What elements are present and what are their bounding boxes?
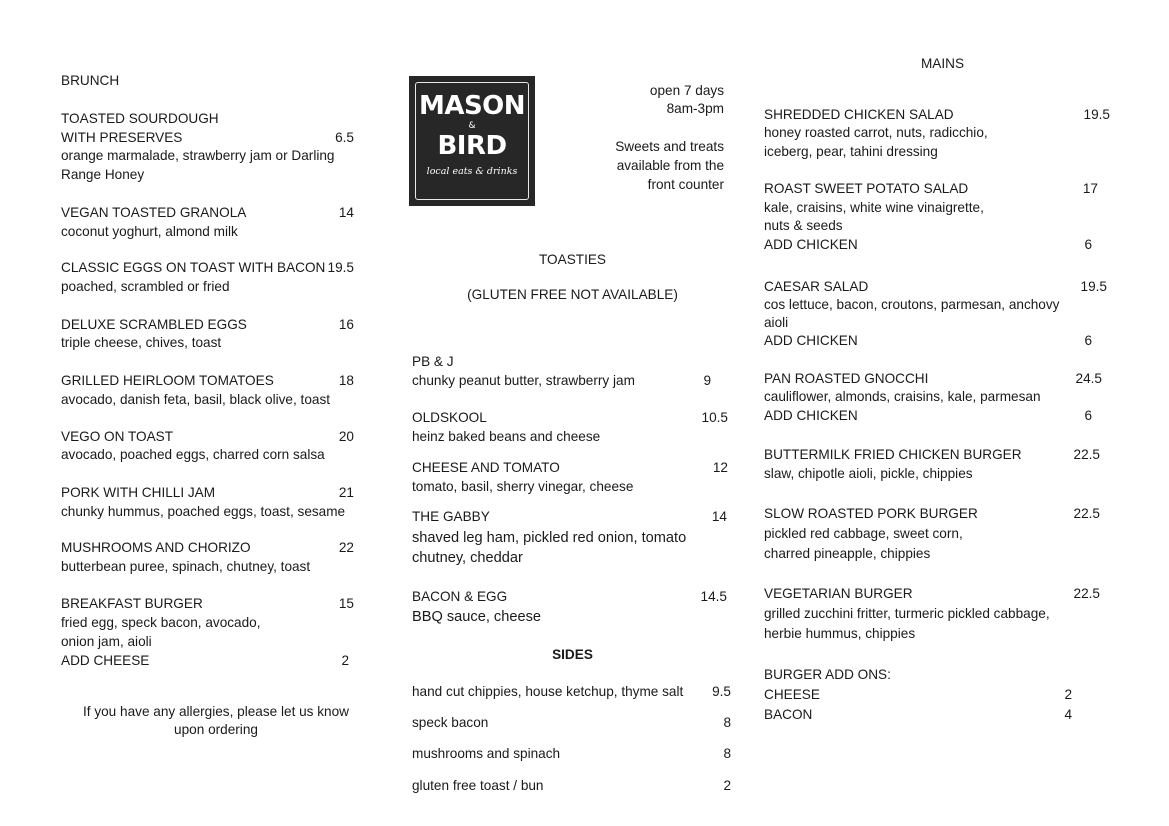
menu-item-price: 18 (338, 373, 354, 388)
opening-hours: 8am-3pm (666, 101, 724, 116)
menu-item-name: DELUXE SCRAMBLED EGGS (61, 317, 247, 332)
side-item-name: mushrooms and spinach (412, 746, 561, 761)
side-item-name: hand cut chippies, house ketchup, thyme salt (412, 684, 684, 699)
menu-item-name: TOASTED SOURDOUGH (61, 111, 219, 126)
menu-item-desc: aioli (764, 315, 789, 330)
menu-item-name: THE GABBY (412, 509, 490, 524)
menu-item-name: CLASSIC EGGS ON TOAST WITH BACON (61, 260, 326, 275)
mains-heading: MAINS (920, 56, 965, 71)
menu-item-price: 14 (338, 205, 354, 220)
menu-item-price: 22 (338, 540, 354, 555)
menu-item-name: GRILLED HEIRLOOM TOMATOES (61, 373, 274, 388)
menu-item-price: 6.5 (335, 130, 354, 145)
sides-heading: SIDES (552, 647, 593, 662)
info-note: front counter (647, 177, 724, 192)
menu-item-name: PB & J (412, 354, 454, 369)
menu-item-desc: avocado, poached eggs, charred corn salsa (61, 447, 325, 462)
menu-item-name: CAESAR SALAD (764, 279, 869, 294)
menu-item-price: 19.5 (1083, 107, 1110, 122)
menu-item-name: BREAKFAST BURGER (61, 596, 203, 611)
addon-name: ADD CHICKEN (764, 237, 858, 252)
menu-item-price: 20 (338, 429, 354, 444)
menu-item-desc: chutney, cheddar (412, 550, 523, 566)
logo-wordmark-top: MASON (418, 91, 526, 121)
menu-item-desc: triple cheese, chives, toast (61, 335, 222, 350)
menu-item-desc: tomato, basil, sherry vinegar, cheese (412, 479, 634, 494)
addon-price: 6 (1084, 408, 1092, 423)
addon-name: ADD CHICKEN (764, 408, 858, 423)
menu-item-price: 19.5 (327, 260, 354, 275)
menu-item-name: OLDSKOOL (412, 410, 487, 425)
menu-item-price: 14 (711, 509, 727, 524)
addon-price: 2 (1064, 687, 1072, 702)
menu-item-desc: charred pineapple, chippies (764, 546, 931, 561)
logo-wordmark-bottom: BIRD (437, 131, 507, 161)
addon-name: ADD CHEESE (61, 653, 150, 668)
menu-item-name: WITH PRESERVES (61, 130, 183, 145)
menu-item-price: 19.5 (1080, 279, 1107, 294)
menu-item-desc: kale, craisins, white wine vinaigrette, (764, 200, 984, 215)
menu-item-name: BACON & EGG (412, 589, 508, 604)
menu-item-name: PAN ROASTED GNOCCHI (764, 371, 929, 386)
menu-item-name: VEGAN TOASTED GRANOLA (61, 205, 247, 220)
info-note: available from the (616, 158, 724, 173)
toasties-heading: TOASTIES (539, 252, 606, 267)
menu-item-desc: coconut yoghurt, almond milk (61, 224, 238, 239)
addon-name: CHEESE (764, 687, 820, 702)
side-item-name: speck bacon (412, 715, 489, 730)
menu-item-desc: avocado, danish feta, basil, black olive, toast (61, 392, 331, 407)
menu-item-desc: chunky peanut butter, strawberry jam (412, 373, 635, 388)
side-item-price: 2 (723, 778, 731, 793)
menu-item-price: 21 (338, 485, 354, 500)
menu-item-desc: heinz baked beans and cheese (412, 429, 601, 444)
menu-item-desc: butterbean puree, spinach, chutney, toast (61, 559, 311, 574)
menu-item-desc: shaved leg ham, pickled red onion, tomato (412, 530, 687, 546)
menu-item-desc: fried egg, speck bacon, avocado, (61, 615, 261, 630)
menu-item-name: CHEESE AND TOMATO (412, 460, 560, 475)
mason-and-bird-logo (409, 76, 535, 206)
logo-ampersand: & (468, 121, 476, 131)
side-item-name: gluten free toast / bun (412, 778, 544, 793)
toasties-subheading: (GLUTEN FREE NOT AVAILABLE) (467, 287, 678, 302)
menu-item-desc: poached, scrambled or fried (61, 279, 230, 294)
menu-item-name: VEGETARIAN BURGER (764, 586, 913, 601)
menu-item-name: PORK WITH CHILLI JAM (61, 485, 216, 500)
menu-item-price: 22.5 (1073, 506, 1100, 521)
addon-name: ADD CHICKEN (764, 333, 858, 348)
menu-item-desc: onion jam, aioli (61, 634, 152, 649)
menu-item-name: MUSHROOMS AND CHORIZO (61, 540, 251, 555)
burger-addons-heading: BURGER ADD ONS: (764, 667, 891, 682)
menu-item-desc: slaw, chipotle aioli, pickle, chippies (764, 466, 973, 481)
menu-item-price: 22.5 (1073, 447, 1100, 462)
menu-item-desc: herbie hummus, chippies (764, 626, 916, 641)
menu-item-desc: BBQ sauce, cheese (412, 609, 541, 625)
menu-item-price: 17 (1082, 181, 1098, 196)
addon-price: 4 (1064, 707, 1072, 722)
menu-item-price: 14.5 (700, 589, 727, 604)
menu-item-name: VEGO ON TOAST (61, 429, 174, 444)
menu-item-name: SHREDDED CHICKEN SALAD (764, 107, 954, 122)
addon-name: BACON (764, 707, 813, 722)
side-item-price: 8 (723, 746, 731, 761)
menu-item-price: 12 (712, 460, 728, 475)
menu-item-desc: grilled zucchini fritter, turmeric pickled cabbage, (764, 606, 1050, 621)
addon-price: 2 (341, 653, 349, 668)
menu-item-price: 24.5 (1075, 371, 1102, 386)
menu-item-desc: pickled red cabbage, sweet corn, (764, 526, 963, 541)
allergy-note: If you have any allergies, please let us know (83, 704, 349, 719)
logo-tagline: local eats & drinks (426, 166, 518, 177)
menu-item-price: 9 (703, 373, 711, 388)
menu-item-desc: iceberg, pear, tahini dressing (764, 144, 938, 159)
side-item-price: 8 (723, 715, 731, 730)
menu-item-desc: cauliflower, almonds, craisins, kale, parmesan (764, 389, 1041, 404)
menu-item-name: ROAST SWEET POTATO SALAD (764, 181, 969, 196)
addon-price: 6 (1084, 237, 1092, 252)
allergy-note: upon ordering (174, 722, 258, 737)
menu-item-name: BUTTERMILK FRIED CHICKEN BURGER (764, 447, 1022, 462)
menu-item-desc: chunky hummus, poached eggs, toast, sesame (61, 504, 346, 519)
menu-item-price: 10.5 (701, 410, 728, 425)
menu-item-price: 22.5 (1073, 586, 1100, 601)
opening-hours: open 7 days (649, 83, 724, 98)
menu-item-name: SLOW ROASTED PORK BURGER (764, 506, 978, 521)
menu-item-desc: orange marmalade, strawberry jam or Darling (61, 148, 335, 163)
menu-item-desc: nuts & seeds (764, 218, 843, 233)
menu-item-price: 15 (338, 596, 354, 611)
info-note: Sweets and treats (615, 139, 724, 154)
brunch-heading: BRUNCH (61, 73, 120, 88)
menu-item-desc: honey roasted carrot, nuts, radicchio, (764, 125, 988, 140)
menu-item-desc: Range Honey (61, 167, 145, 182)
menu-item-desc: cos lettuce, bacon, croutons, parmesan, anchovy (764, 297, 1060, 312)
addon-price: 6 (1084, 333, 1092, 348)
side-item-price: 9.5 (712, 684, 731, 699)
menu-item-price: 16 (338, 317, 354, 332)
